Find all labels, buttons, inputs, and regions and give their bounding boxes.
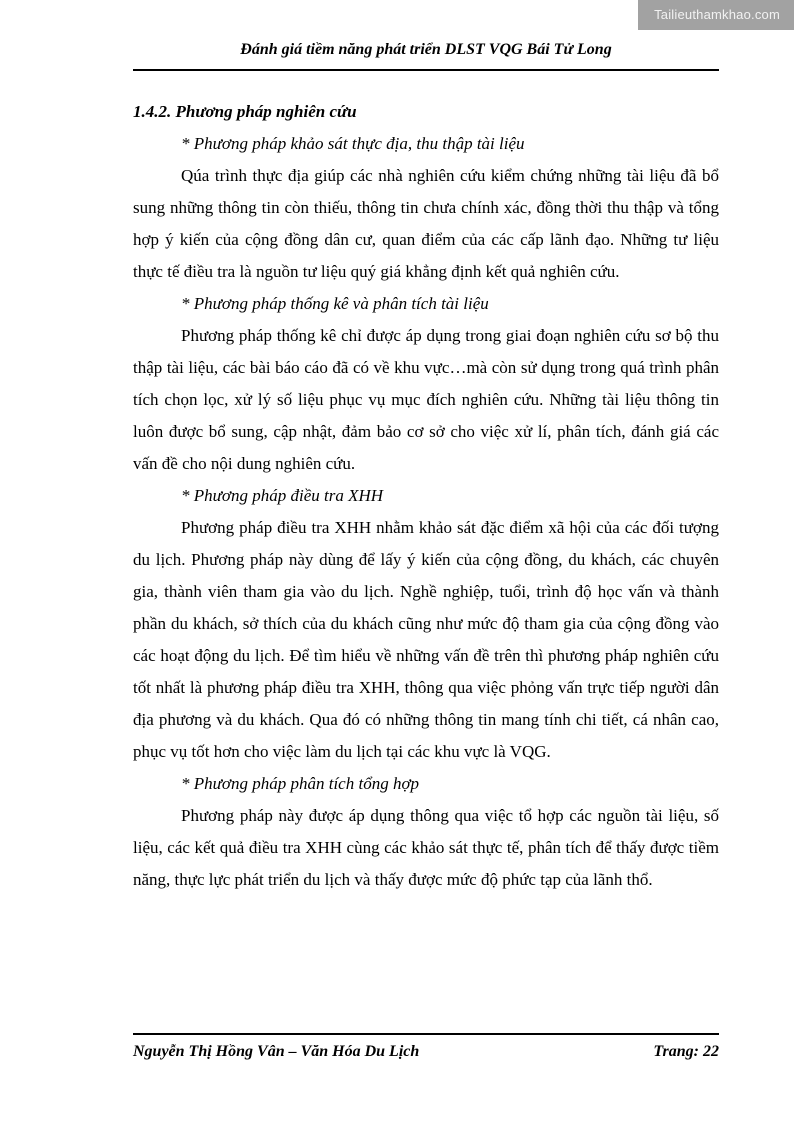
paragraph-field-survey: Qúa trình thực địa giúp các nhà nghiên cứu kiểm chứng những tài liệu đã bổ sung những thông tin còn thiếu, thông tin chưa chính xác, đồng thời thu thập và tổng hợp ý kiến của cộng đồng dân cư, quan điểm của các cấp lãnh đạo. Những tư liệu thực tế điều tra là nguồn tư liệu quý giá khẳng định kết quả nghiên cứu. [133, 166, 719, 281]
footer-page-number: Trang: 22 [653, 1043, 719, 1060]
paragraph-social-survey: Phương pháp điều tra XHH nhằm khảo sát đặc điểm xã hội của các đối tượng du lịch. Phương pháp này dùng để lấy ý kiến của cộng đồng, du khách, các chuyên gia, thành viên tham gia vào du lịch. Nghề nghiệp, tuổi, trình độ học vấn và thành phần du khách, sở thích của du khách cũng như mức độ tham gia của cộng đồng vào các hoạt động du lịch. Để tìm hiểu về những vấn đề trên thì phương pháp nghiên cứu tốt nhất là phương pháp điều tra XHH, thông qua việc phỏng vấn trực tiếp người dân địa phương và du khách. Qua đó có những thông tin mang tính chi tiết, cá nhân cao, phục vụ tốt hơn cho việc làm du lịch tại các khu vực là VQG. [133, 518, 719, 761]
page-header-title: Đánh giá tiềm năng phát triển DLST VQG Bái Tử Long [133, 40, 719, 71]
paragraph-synthesis: Phương pháp này được áp dụng thông qua việc tổ hợp các nguồn tài liệu, số liệu, các kết quả điều tra XHH cùng các khảo sát thực tế, phân tích để thấy được tiềm năng, thực lực phát triển du lịch và thấy được mức độ phức tạp của lãnh thổ. [133, 806, 719, 889]
subheading-field-survey: * Phương pháp khảo sát thực địa, thu thập tài liệu [181, 134, 525, 153]
document-body [133, 96, 719, 896]
footer-author: Nguyễn Thị Hồng Vân – Văn Hóa Du Lịch [133, 1043, 420, 1060]
subheading-synthesis: * Phương pháp phân tích tổng hợp [181, 774, 420, 793]
document-page [133, 40, 719, 896]
subheading-social-survey: * Phương pháp điều tra XHH [181, 486, 384, 505]
page-footer [133, 1033, 719, 1062]
watermark-badge: Tailieuthamkhao.com [638, 0, 794, 30]
paragraph-statistics: Phương pháp thống kê chỉ được áp dụng trong giai đoạn nghiên cứu sơ bộ thu thập tài liệu, các bài báo cáo đã có về khu vực…mà còn sử dụng trong quá trình phân tích chọn lọc, xử lý số liệu phục vụ mục đích nghiên cứu. Những tài liệu thông tin luôn được bổ sung, cập nhật, đảm bảo cơ sở cho việc xử lí, phân tích, đánh giá các vấn đề cho nội dung nghiên cứu. [133, 326, 719, 473]
subheading-statistics: * Phương pháp thống kê và phân tích tài liệu [181, 294, 489, 313]
section-title: 1.4.2. Phương pháp nghiên cứu [133, 102, 357, 121]
